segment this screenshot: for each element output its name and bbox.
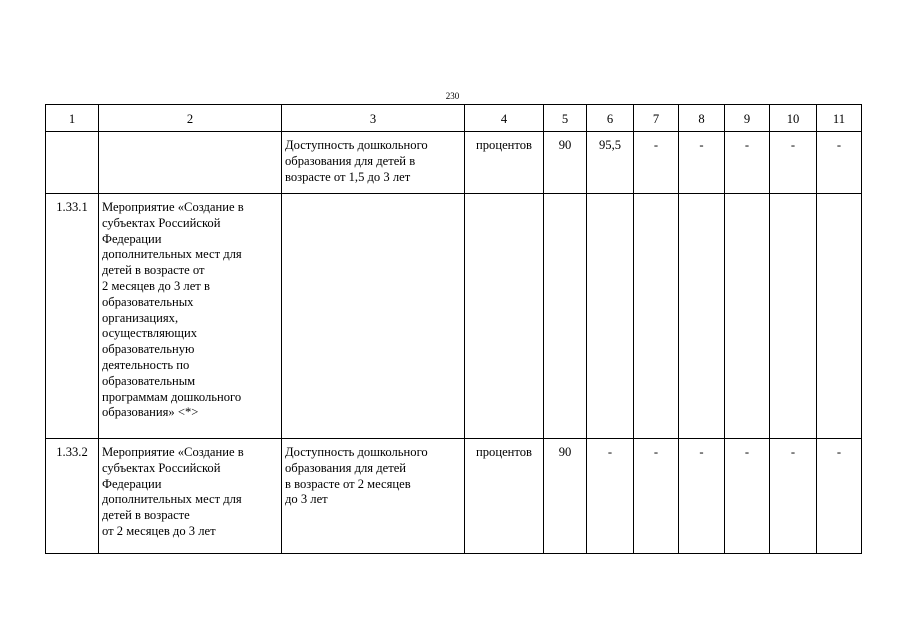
header-cell-5: 5 (544, 105, 587, 132)
cell-text-line: дополнительных мест для (102, 247, 242, 262)
cell-indicator (282, 439, 465, 554)
cell-value-9: - (725, 439, 770, 554)
cell-text-line: до 3 лет (285, 492, 328, 507)
cell-value-6 (587, 194, 634, 439)
page-number: 230 (445, 91, 460, 101)
cell-text-line: Мероприятие «Создание в (102, 200, 244, 214)
cell-measure (99, 439, 282, 554)
cell-value-9 (725, 194, 770, 439)
data-table (45, 104, 862, 554)
cell-unit: процентов (465, 132, 544, 194)
cell-unit: процентов (465, 439, 544, 554)
cell-value-11: - (817, 439, 862, 554)
header-cell-6: 6 (587, 105, 634, 132)
cell-text-line: от 2 месяцев до 3 лет (102, 523, 216, 538)
header-cell-7: 7 (634, 105, 679, 132)
cell-value-5: 90 (544, 439, 587, 554)
cell-text-line: образовательную (102, 342, 195, 357)
cell-value-5: 90 (544, 132, 587, 194)
header-cell-4: 4 (465, 105, 544, 132)
cell-value-10: - (770, 132, 817, 194)
cell-value-10 (770, 194, 817, 439)
header-cell-2: 2 (99, 105, 282, 132)
cell-text-line: образовательных (102, 294, 194, 309)
cell-number: 1.33.1 (46, 194, 99, 439)
cell-measure (99, 194, 282, 439)
cell-text-line: образовательным (102, 373, 196, 388)
cell-text-line: возрасте от 1,5 до 3 лет (285, 169, 411, 184)
cell-text-line: образования для детей (285, 460, 407, 475)
cell-text-line: дополнительных мест для (102, 492, 242, 507)
cell-value-7 (634, 194, 679, 439)
cell-value-11 (817, 194, 862, 439)
cell-value-7: - (634, 439, 679, 554)
cell-indicator (282, 194, 465, 439)
cell-text-line: в возрасте от 2 месяцев (285, 476, 411, 491)
cell-value-8: - (679, 132, 725, 194)
cell-value-7: - (634, 132, 679, 194)
header-cell-9: 9 (725, 105, 770, 132)
header-cell-8: 8 (679, 105, 725, 132)
cell-text-line: детей в возрасте от (102, 263, 205, 278)
cell-text-line: Мероприятие «Создание в (102, 445, 244, 459)
cell-text-line: деятельность по (102, 357, 190, 372)
cell-value-5 (544, 194, 587, 439)
cell-text-line: субъектах Российской (102, 460, 221, 475)
cell-value-11: - (817, 132, 862, 194)
cell-text-line: 2 месяцев до 3 лет в (102, 278, 210, 293)
cell-value-8: - (679, 439, 725, 554)
cell-text-line: образования для детей в (285, 153, 416, 168)
cell-text-line: Доступность дошкольного (285, 138, 428, 152)
cell-text-line: организациях, (102, 310, 179, 325)
table-row (46, 132, 862, 194)
cell-value-10: - (770, 439, 817, 554)
cell-text-line: Доступность дошкольного (285, 445, 428, 459)
cell-value-6: - (587, 439, 634, 554)
table-header-row (46, 105, 862, 132)
header-cell-3: 3 (282, 105, 465, 132)
header-cell-1: 1 (46, 105, 99, 132)
cell-text-line: образования» <*> (102, 405, 199, 420)
cell-text-line: Федерации (102, 231, 162, 246)
table-row (46, 194, 862, 439)
cell-text-line: Федерации (102, 476, 162, 491)
cell-text-line: программам дошкольного (102, 389, 242, 404)
header-cell-10: 10 (770, 105, 817, 132)
cell-value-9: - (725, 132, 770, 194)
cell-value-8 (679, 194, 725, 439)
cell-measure (99, 132, 282, 194)
cell-indicator (282, 132, 465, 194)
cell-text-line: субъектах Российской (102, 215, 221, 230)
cell-number: 1.33.2 (46, 439, 99, 554)
cell-text-line: осуществляющих (102, 326, 198, 341)
cell-text-line: детей в возрасте (102, 508, 190, 523)
table-row (46, 439, 862, 554)
cell-value-6: 95,5 (587, 132, 634, 194)
cell-unit (465, 194, 544, 439)
header-cell-11: 11 (817, 105, 862, 132)
cell-number (46, 132, 99, 194)
